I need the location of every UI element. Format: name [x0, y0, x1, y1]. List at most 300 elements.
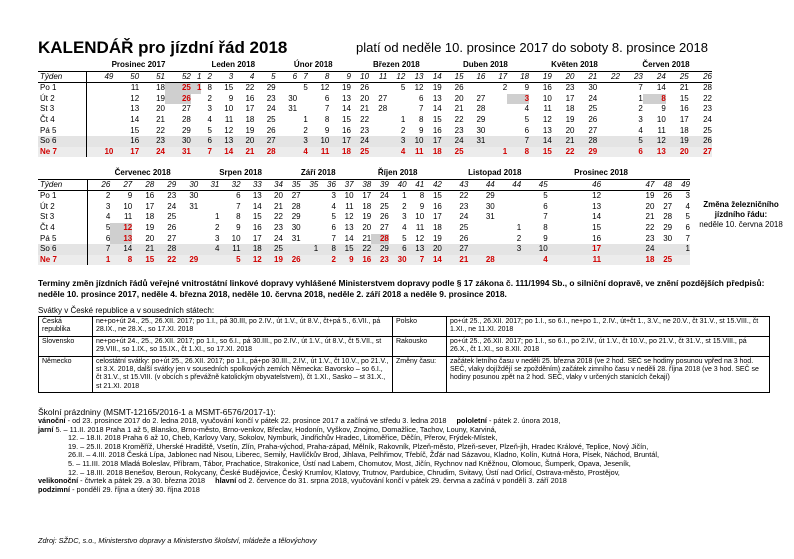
day-row	[38, 202, 690, 213]
week-label: Týden	[38, 71, 86, 83]
day-cell: 7	[507, 136, 529, 147]
day-cell: 29	[663, 222, 673, 232]
day-cell: 21	[442, 255, 468, 266]
day-cell: 21	[552, 136, 575, 147]
day-cell: 6	[324, 93, 330, 103]
day-cell: 24	[379, 191, 389, 201]
day-cell: 19	[262, 255, 283, 266]
day-cell: 29	[476, 114, 486, 124]
holiday-dates: ne+po+út 24., 25., 26.XII. 2017; po 1.I., pá 30.III, po 2.IV., út 1.V., út 8.V., čt+pá 5., 6.VII., pá 28.IX., ne 28.X., so 17.XI. 2018	[93, 317, 393, 337]
week-number: 2	[201, 71, 212, 83]
day-cell: 5	[303, 83, 308, 93]
day-cell	[301, 202, 319, 213]
day-cell: 24	[266, 104, 276, 114]
week-number: 51	[139, 71, 165, 83]
day-cell: 16	[354, 255, 372, 266]
day-cell: 21	[274, 201, 283, 211]
week-number: 9	[329, 71, 351, 83]
day-cell	[597, 136, 620, 147]
day-cell: 9	[324, 125, 330, 135]
day-cell: 19	[432, 83, 442, 93]
holiday-type: velikonoční	[38, 476, 81, 486]
day-cell: 26	[165, 94, 191, 105]
day-cell: 30	[291, 222, 301, 232]
day-cell: 2	[400, 125, 406, 135]
week-number: 20	[552, 71, 575, 83]
week-number: 45	[521, 179, 548, 191]
day-cell: 21	[132, 244, 154, 255]
day-name: Ne 7	[38, 147, 86, 158]
day-cell: 28	[254, 147, 275, 158]
day-cell	[495, 212, 521, 223]
day-cell	[597, 115, 620, 126]
day-cell: 16	[342, 125, 351, 135]
week-number: 36	[318, 179, 336, 191]
month-label: Září 2018	[300, 168, 336, 177]
day-cell: 14	[212, 147, 233, 158]
day-cell: 2	[105, 191, 111, 201]
day-cell: 14	[529, 136, 552, 147]
day-cell: 21	[454, 104, 464, 114]
day-cell	[276, 126, 298, 137]
day-cell: 17	[423, 136, 441, 147]
day-cell: 9	[419, 201, 425, 211]
week-number: 39	[371, 179, 389, 191]
day-cell: 11	[130, 83, 140, 93]
day-cell: 3	[331, 191, 336, 201]
day-cell	[297, 104, 308, 115]
day-cell: 24	[703, 114, 712, 124]
day-cell: 7	[236, 201, 241, 211]
month-label: Březen 2018	[372, 60, 420, 69]
timetable-change-terms: Terminy změn jízdních řádů veřejné vnitrostátní linkové dopravy vyhlášené Ministerstvem dopravy podle § 17 zákona č. 111/1994 Sb., o silniční dopravě, ve znění pozdějších předpisů: neděle 10. prosince 2017, neděle 4. března 2018, neděle 10. června 2018, neděle 2. září 2018 a neděle 9. prosince 2018.	[38, 278, 765, 299]
rail-change-date: neděle 10. června 2018	[699, 220, 783, 229]
day-cell: 11	[224, 114, 234, 124]
day-cell: 15	[592, 222, 602, 232]
day-cell: 12	[542, 114, 552, 124]
day-cell: 17	[362, 191, 372, 201]
week-number: 52	[165, 71, 191, 83]
day-name: St 3	[38, 212, 87, 223]
day-cell: 5	[620, 136, 643, 147]
day-cell: 1	[638, 93, 643, 103]
day-cell: 27	[689, 147, 712, 158]
day-cell: 30	[588, 83, 598, 93]
day-cell: 10	[231, 233, 241, 243]
day-cell: 16	[592, 233, 602, 243]
day-cell: 11	[415, 222, 425, 232]
week-number: 37	[336, 179, 354, 191]
day-cell: 12	[320, 83, 330, 93]
day-cell	[276, 147, 298, 158]
day-cell: 24	[588, 93, 598, 103]
day-cell: 27	[588, 125, 598, 135]
week-number: 35	[283, 179, 301, 191]
day-cell: 10	[224, 104, 234, 114]
day-cell: 8	[507, 147, 529, 158]
day-cell	[369, 136, 387, 147]
week-number: 49	[672, 179, 690, 191]
country: Slovensko	[39, 336, 93, 356]
week-number: 10	[351, 71, 369, 83]
day-cell	[485, 104, 507, 115]
day-cell	[597, 83, 620, 94]
day-name: Ne 7	[38, 255, 87, 266]
day-cell: 26	[663, 191, 673, 201]
day-cell: 8	[643, 94, 666, 105]
day-cell: 22	[245, 83, 255, 93]
day-cell: 18	[156, 83, 165, 93]
day-cell: 4	[297, 147, 308, 158]
week-number: 38	[354, 179, 372, 191]
month-label: Duben 2018	[462, 60, 508, 69]
day-cell: 25	[262, 244, 283, 255]
holiday-detail: 19. – 25.II. 2018 Kroměříž, Uherské Hradiště, Vsetín, Zlín, Praha-východ, Praha-západ, Mělník, Rakovník, Plzeň-město, Plzeň-sever, Plzeň-jih, Hradec Králové, Teplice, Nový Jičín,	[68, 441, 649, 451]
day-cell: 2	[638, 104, 643, 114]
day-cell	[276, 115, 298, 126]
day-name: So 6	[38, 244, 87, 255]
week-number: 12	[387, 71, 405, 83]
holiday-detail: od 2. července do 31. srpna 2018, vyučování končí v pátek 29. června a začíná v pondělí 3. září 2018	[236, 476, 567, 486]
day-cell: 30	[189, 191, 199, 201]
day-cell: 1	[87, 255, 110, 266]
week-number: 4	[233, 71, 254, 83]
day-name: Po 1	[38, 83, 86, 94]
day-cell: 6	[236, 191, 241, 201]
day-cell: 28	[476, 104, 486, 114]
day-cell: 20	[362, 222, 372, 232]
source-note: Zdroj: SŽDC, s.o., Ministerstvo dopravy a Ministerstvo školství, mládeže a tělovýchovy	[38, 536, 317, 545]
day-cell: 9	[419, 125, 424, 135]
day-cell: 13	[432, 93, 442, 103]
holidays-table	[38, 316, 770, 393]
day-cell: 13	[407, 244, 425, 255]
day-row	[38, 126, 712, 137]
holiday-type: hlavní	[213, 476, 237, 486]
day-cell	[198, 255, 219, 266]
week-number: 49	[86, 71, 113, 83]
day-cell: 26	[689, 136, 712, 147]
day-cell: 18	[432, 222, 442, 232]
day-cell: 25	[167, 212, 177, 222]
day-cell: 29	[291, 212, 301, 222]
week-number: 15	[442, 71, 464, 83]
day-cell: 19	[432, 233, 442, 243]
day-cell	[387, 104, 405, 115]
day-cell: 3	[207, 104, 212, 114]
day-cell: 9	[127, 191, 133, 201]
day-cell: 22	[703, 93, 712, 103]
country: Německo	[39, 356, 93, 393]
day-cell	[276, 136, 298, 147]
week-number: 16	[464, 71, 486, 83]
month-header-row	[38, 168, 690, 179]
day-cell	[86, 104, 113, 115]
day-cell	[597, 126, 620, 137]
week-number: 8	[308, 71, 330, 83]
day-cell: 18	[245, 114, 255, 124]
day-cell: 2	[402, 201, 407, 211]
day-cell: 11	[345, 201, 354, 211]
day-cell: 3	[402, 212, 407, 222]
day-cell: 28	[575, 136, 598, 147]
week-number: 3	[212, 71, 233, 83]
rail-timetable-change-note	[694, 200, 788, 230]
week-number: 44	[468, 179, 494, 191]
day-cell: 14	[130, 114, 140, 124]
week-number: 35	[301, 179, 319, 191]
holiday-detail: 5. – 11.III. 2018 Mladá Boleslav, Příbram, Tábor, Prachatice, Strakonice, Ústí nad Labem, Chomutov, Most, Jičín, Rychnov nad Kněžnou, Olomouc, Šumperk, Opava, Jeseník,	[68, 459, 631, 468]
day-cell	[495, 202, 521, 213]
day-cell: 9	[543, 233, 548, 243]
day-cell: 20	[233, 136, 254, 147]
day-cell: 25	[351, 147, 369, 158]
time-change-dates: začátek letního času v neděli 25. března 2018 (ve 2 hod. SEČ se hodiny posunou vpřed na 3 hod. SEČ, vlaky dojíždějí se zpožděním) začátek zimního času v neděli 28. října 2018 (ve 3 hod. SEČ se hodiny posunou zpět na 2 hod. SEČ, vlaky v určených stanicích čekají)	[447, 356, 770, 393]
day-cell: 29	[575, 147, 598, 158]
week-label: Týden	[38, 179, 87, 191]
day-cell: 11	[657, 125, 666, 135]
day-cell: 4	[207, 114, 212, 124]
day-cell: 13	[212, 136, 233, 147]
day-cell: 18	[423, 147, 441, 158]
day-cell	[176, 244, 198, 255]
day-cell: 6	[543, 201, 548, 211]
day-cell: 12	[241, 255, 262, 266]
week-number: 34	[262, 179, 283, 191]
day-cell: 9	[228, 93, 234, 103]
day-cell: 9	[661, 104, 666, 114]
day-cell: 19	[145, 222, 155, 232]
day-cell: 19	[156, 93, 165, 103]
day-cell	[597, 147, 620, 158]
day-cell: 21	[362, 233, 372, 243]
week-number: 31	[198, 179, 219, 191]
day-cell: 7	[331, 233, 336, 243]
day-cell	[468, 244, 494, 255]
day-cell: 15	[529, 147, 552, 158]
day-cell: 1	[402, 191, 407, 201]
month-label: Prosinec 2017	[111, 60, 166, 69]
day-cell: 24	[274, 233, 283, 243]
day-cell: 15	[432, 114, 442, 124]
day-row	[38, 147, 712, 158]
day-cell: 23	[274, 222, 283, 232]
day-cell: 16	[432, 125, 442, 135]
day-cell: 10	[344, 191, 354, 201]
holiday-dates: ne+po+út 24., 25., 26.XII. 2017; po 1.I., so 6.I., pá 30.III., po 2.IV., út 1.V., út 8.V., čt 5.VII., st 29.VIII., so 1.IX., so 15.IX., čt 1.XI., so 17.XI. 2018	[93, 336, 393, 356]
week-number: 18	[507, 71, 529, 83]
day-cell: 18	[565, 104, 575, 114]
day-cell: 17	[548, 244, 601, 255]
country: Polsko	[393, 317, 447, 337]
day-cell	[495, 191, 521, 202]
day-cell	[276, 83, 298, 94]
holiday-row	[39, 317, 770, 337]
holiday-detail: 5. – 11.II. 2018 Praha 1 až 5, Blansko, Brno-město, Brno-venkov, Břeclav, Hodonín, Vyškov, Znojmo, Domažlice, Tachov, Louny, Karviná,	[55, 424, 497, 434]
day-cell: 18	[329, 147, 351, 158]
day-cell: 2	[214, 222, 220, 232]
week-number: 29	[154, 179, 176, 191]
day-cell: 22	[154, 255, 176, 266]
day-cell: 22	[459, 191, 469, 201]
day-cell: 4	[105, 212, 111, 222]
day-cell: 20	[274, 191, 283, 201]
holiday-type: jarní	[38, 424, 56, 434]
day-row	[38, 115, 712, 126]
day-cell: 7	[87, 244, 110, 255]
day-cell: 12	[130, 93, 140, 103]
day-cell: 18	[601, 255, 654, 266]
week-number: 40	[389, 179, 407, 191]
day-cell: 6	[620, 147, 643, 158]
day-cell: 29	[176, 255, 198, 266]
day-cell: 19	[565, 114, 575, 124]
day-cell	[86, 115, 113, 126]
day-cell: 15	[224, 83, 234, 93]
day-cell: 16	[113, 136, 139, 147]
day-cell: 3	[507, 94, 529, 105]
week-number: 22	[597, 71, 620, 83]
day-cell: 29	[181, 125, 191, 135]
day-cell: 13	[643, 147, 666, 158]
day-cell: 15	[132, 255, 154, 266]
school-holidays-title: Školní prázdniny (MSMT-12165/2016-1 a MSMT-6576/2017-1):	[38, 407, 276, 417]
day-cell: 25	[379, 201, 389, 211]
day-row	[38, 104, 712, 115]
day-cell: 27	[181, 104, 191, 114]
week-number: 44	[495, 179, 521, 191]
day-cell: 16	[245, 93, 255, 103]
day-cell: 15	[432, 191, 442, 201]
day-cell: 20	[424, 244, 442, 255]
calendar-bottom	[38, 168, 690, 265]
day-cell: 14	[344, 233, 354, 243]
day-cell: 13	[342, 93, 351, 103]
day-cell: 26	[360, 83, 370, 93]
day-cell: 16	[542, 83, 552, 93]
day-cell: 22	[552, 147, 575, 158]
day-row	[38, 244, 690, 255]
day-cell: 16	[145, 191, 155, 201]
holiday-detail: - čtvrtek a pátek 29. a 30. března 2018	[80, 476, 206, 486]
day-cell: 24	[351, 136, 369, 147]
day-cell: 25	[588, 104, 598, 114]
day-cell: 26	[167, 222, 177, 232]
day-cell: 3	[685, 191, 690, 201]
day-cell: 28	[371, 234, 389, 245]
day-cell: 8	[207, 83, 212, 93]
week-number: 21	[575, 71, 598, 83]
day-cell: 17	[565, 93, 575, 103]
day-cell: 15	[342, 114, 351, 124]
day-cell: 11	[405, 147, 423, 158]
corner-cell	[38, 60, 86, 71]
day-cell: 13	[344, 222, 354, 232]
day-cell	[654, 244, 672, 255]
corner-cell	[38, 168, 87, 179]
day-cell: 27	[379, 222, 389, 232]
day-cell: 26	[459, 233, 469, 243]
day-cell	[369, 83, 387, 94]
day-cell: 5	[524, 114, 530, 124]
day-cell: 13	[542, 125, 552, 135]
day-cell: 5	[400, 83, 406, 93]
day-cell: 17	[329, 136, 351, 147]
day-cell: 16	[432, 201, 442, 211]
day-row	[38, 94, 712, 105]
day-cell: 23	[645, 233, 655, 243]
week-number: 28	[132, 179, 154, 191]
day-cell: 28	[663, 212, 673, 222]
holiday-dates: po+út 25., 26.XII. 2017; po 1.I., so 6.I., po 2.IV., út 1.V., čt 10.V., po 21.V., čt 31.V., st 15.VIII., pá 26.X., čt 1.XI., so 8.XII. 2018	[447, 336, 770, 356]
day-cell: 10	[415, 212, 425, 222]
day-cell	[369, 147, 387, 158]
day-cell: 9	[524, 83, 530, 93]
rail-change-title: Změna železničního jízdního řádu:	[703, 200, 779, 219]
holiday-type: podzimní	[38, 484, 73, 494]
day-cell: 31	[485, 212, 495, 222]
day-cell: 14	[252, 201, 262, 211]
day-cell: 25	[442, 147, 464, 158]
day-cell: 6	[419, 93, 424, 103]
day-cell: 10	[405, 136, 423, 147]
time-change-label: Změny času:	[393, 356, 447, 393]
month-header-row	[38, 60, 712, 71]
week-number: 50	[113, 71, 139, 83]
day-cell: 19	[645, 191, 655, 201]
day-cell: 22	[360, 114, 370, 124]
week-number: 6	[276, 71, 298, 83]
holiday-type: vánoční	[38, 416, 68, 425]
day-cell: 25	[459, 222, 469, 232]
day-cell: 4	[524, 104, 530, 114]
day-cell: 22	[645, 222, 655, 232]
day-cell: 5	[402, 233, 407, 243]
day-cell: 6	[389, 244, 407, 255]
day-cell: 7	[324, 104, 330, 114]
holiday-detail: 12. – 18.III. 2018 Benešov, Beroun, Rokycany, České Budějovice, Český Krumlov, Klatovy, Trutnov, Pardubice, Chrudim, Svitavy, Ústí nad Orlicí, Ostrava-město, Prostějov,	[68, 467, 620, 477]
day-cell	[485, 94, 507, 105]
day-cell	[369, 126, 387, 137]
day-cell: 5	[207, 125, 212, 135]
day-name: Pá 5	[38, 126, 86, 137]
day-cell: 6	[685, 222, 690, 232]
day-name: Čt 4	[38, 115, 86, 126]
day-cell: 31	[189, 201, 199, 211]
week-number: 33	[241, 179, 262, 191]
month-label: Říjen 2018	[377, 168, 418, 177]
day-cell: 8	[419, 114, 424, 124]
day-cell: 17	[252, 233, 262, 243]
week-number: 46	[548, 179, 601, 191]
day-cell: 31	[288, 104, 298, 114]
day-cell: 6	[201, 136, 212, 147]
day-cell: 27	[378, 93, 388, 103]
day-cell: 2	[303, 125, 308, 135]
validity-subtitle: platí od neděle 10. prosince 2017 do soboty 8. prosince 2018	[356, 40, 708, 55]
day-cell: 7	[638, 83, 643, 93]
day-cell: 10	[86, 147, 113, 158]
day-cell: 29	[485, 191, 495, 201]
day-cell: 25	[654, 255, 672, 266]
day-cell: 12	[643, 136, 666, 147]
holiday-detail: 26.II. – 4.III. 2018 Česká Lípa, Jablonec nad Nisou, Liberec, Semily, Havlíčkův Brod, Jihlava, Pelhřimov, Třebíč, Žďár nad Sázavou, Kladno, Kolín, Kutná Hora, Písek, Náchod, Bruntál,	[68, 450, 659, 460]
day-cell: 13	[592, 201, 602, 211]
day-cell: 27	[663, 201, 673, 211]
day-cell: 2	[207, 93, 212, 103]
day-cell	[301, 255, 319, 266]
day-cell: 24	[442, 136, 464, 147]
